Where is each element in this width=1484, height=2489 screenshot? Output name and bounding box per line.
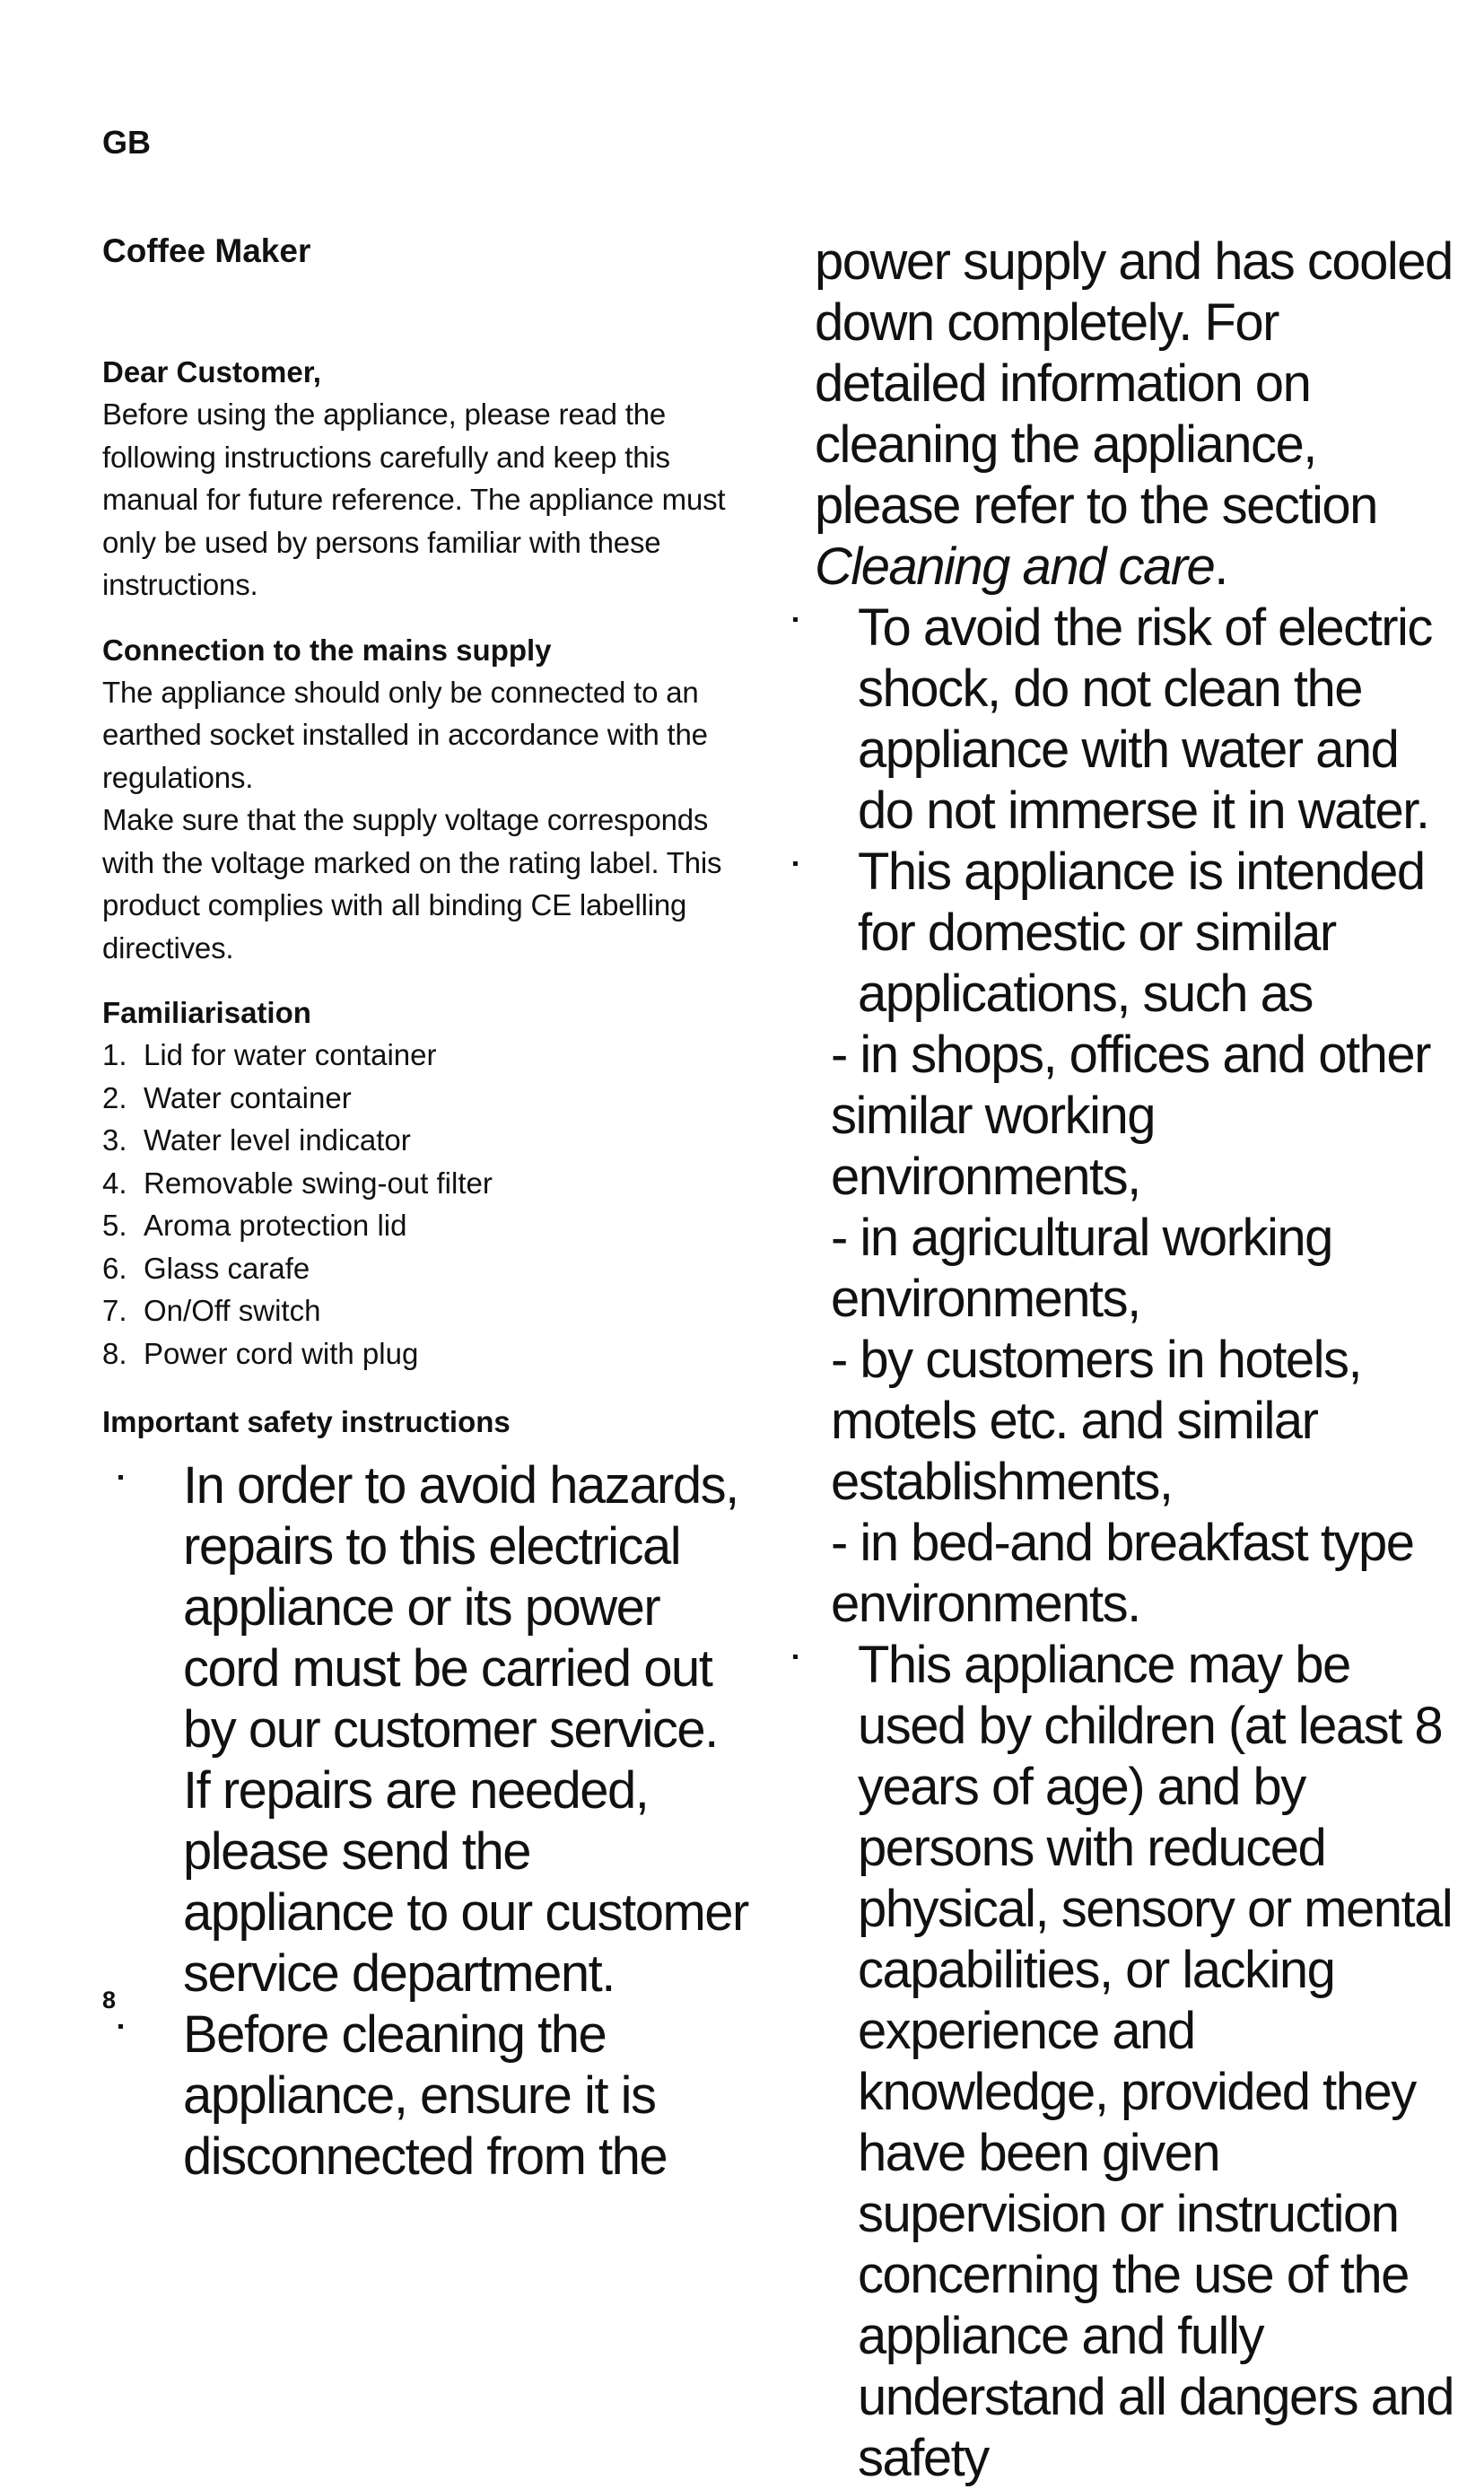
page-number: 8 bbox=[102, 1987, 117, 2013]
bullet-text: This appliance may be used by children (at least 8 years of age) and by persons with reduced physical, sensory or mental capabilities, or lacking experience and knowledge, provided they have been given supervision or instruction concerning the use of the appliance and fully understand all dangers and safety bbox=[858, 1636, 1453, 2487]
left-column bbox=[102, 230, 748, 2188]
document-title: Coffee Maker bbox=[102, 232, 311, 269]
bullet-text-end: . bbox=[1214, 537, 1227, 596]
section-connection bbox=[102, 630, 730, 970]
part-label: Power cord with plug bbox=[144, 1336, 419, 1370]
language-code: GB bbox=[102, 124, 151, 161]
part-number: 7. bbox=[102, 1294, 127, 1327]
part-label: Water level indicator bbox=[144, 1123, 411, 1157]
safety-bullet-cleaning-continued bbox=[807, 231, 1453, 598]
safety-heading: Important safety instructions bbox=[102, 1405, 511, 1438]
part-label: Lid for water container bbox=[144, 1038, 437, 1071]
cleaning-care-reference: Cleaning and care bbox=[815, 537, 1215, 596]
parts-list-item bbox=[102, 1034, 730, 1077]
section-dear-customer bbox=[102, 352, 730, 607]
part-number: 2. bbox=[102, 1080, 127, 1114]
bullet-text: This appliance is intended for domestic or similar applications, such as bbox=[858, 843, 1425, 1023]
part-number: 8. bbox=[102, 1336, 127, 1370]
part-label: Glass carafe bbox=[144, 1251, 310, 1285]
part-number: 3. bbox=[102, 1123, 127, 1157]
part-label: Aroma protection lid bbox=[144, 1209, 407, 1242]
part-number: 6. bbox=[102, 1251, 127, 1285]
dear-customer-heading: Dear Customer, bbox=[102, 355, 321, 389]
bullet-dot-icon bbox=[118, 1475, 123, 1480]
parts-list bbox=[102, 1034, 730, 1375]
section-familiarisation bbox=[102, 992, 730, 1375]
connection-heading: Connection to the mains supply bbox=[102, 633, 552, 667]
parts-list-item bbox=[102, 1289, 730, 1332]
part-label: Water container bbox=[144, 1080, 352, 1114]
bullet-text: To avoid the risk of electric shock, do not clean the appliance with water and do not immerse it in water. bbox=[858, 598, 1432, 840]
parts-list-item bbox=[102, 1077, 730, 1120]
safety-bullet-repairs bbox=[102, 1455, 748, 2004]
part-number: 4. bbox=[102, 1166, 127, 1200]
intended-use-sublist bbox=[807, 1025, 1453, 1635]
section-safety bbox=[102, 1402, 748, 2188]
bullet-dot-icon bbox=[118, 2024, 123, 2029]
sublist-item: - in agricultural working environments, bbox=[831, 1209, 1332, 1328]
bullet-text: Before cleaning the appliance, ensure it is disconnected from the bbox=[183, 2005, 668, 2186]
part-number: 1. bbox=[102, 1038, 127, 1071]
part-number: 5. bbox=[102, 1209, 127, 1242]
connection-text: The appliance should only be connected to an earthed socket installed in accordance with the regulations. bbox=[102, 675, 708, 794]
safety-bullet-children bbox=[777, 1635, 1453, 2489]
parts-list-item bbox=[102, 1162, 730, 1205]
familiarisation-heading: Familiarisation bbox=[102, 996, 311, 1029]
safety-bullets-left bbox=[102, 1455, 748, 2188]
parts-list-item bbox=[102, 1119, 730, 1162]
safety-bullet-intended-use bbox=[777, 842, 1453, 1025]
dear-customer-text: Before using the appliance, please read the following instructions carefully and keep this manual for future reference. The appliance must only be used by persons familiar with these instructions. bbox=[102, 397, 726, 601]
bullet-dot-icon bbox=[793, 861, 798, 866]
parts-list-item bbox=[102, 1332, 730, 1376]
sublist-item: - in shops, offices and other similar working environments, bbox=[831, 1026, 1430, 1206]
bullet-text-continued: power supply and has cooled down completely. For detailed information on cleaning the appliance, please refer to the section bbox=[815, 232, 1453, 535]
sublist-item: - in bed-and breakfast type environments. bbox=[831, 1514, 1414, 1633]
parts-list-item bbox=[102, 1204, 730, 1247]
connection-text-voltage: Make sure that the supply voltage corresponds with the voltage marked on the rating label. This product complies with all binding CE labelling directives. bbox=[102, 803, 722, 965]
sublist-item: - by customers in hotels, motels etc. and similar establishments, bbox=[831, 1331, 1362, 1511]
bullet-text: In order to avoid hazards, repairs to this electrical appliance or its power cord must be carried out by our customer service. If repairs are needed, please send the appliance to our customer service department. bbox=[183, 1456, 748, 2003]
right-column bbox=[807, 231, 1453, 2489]
safety-bullet-cleaning bbox=[102, 2004, 748, 2188]
bullet-dot-icon bbox=[793, 1655, 798, 1659]
bullet-dot-icon bbox=[793, 617, 798, 622]
part-label: On/Off switch bbox=[144, 1294, 321, 1327]
safety-bullet-electric-shock bbox=[777, 598, 1453, 842]
parts-list-item bbox=[102, 1247, 730, 1290]
part-label: Removable swing-out filter bbox=[144, 1166, 493, 1200]
